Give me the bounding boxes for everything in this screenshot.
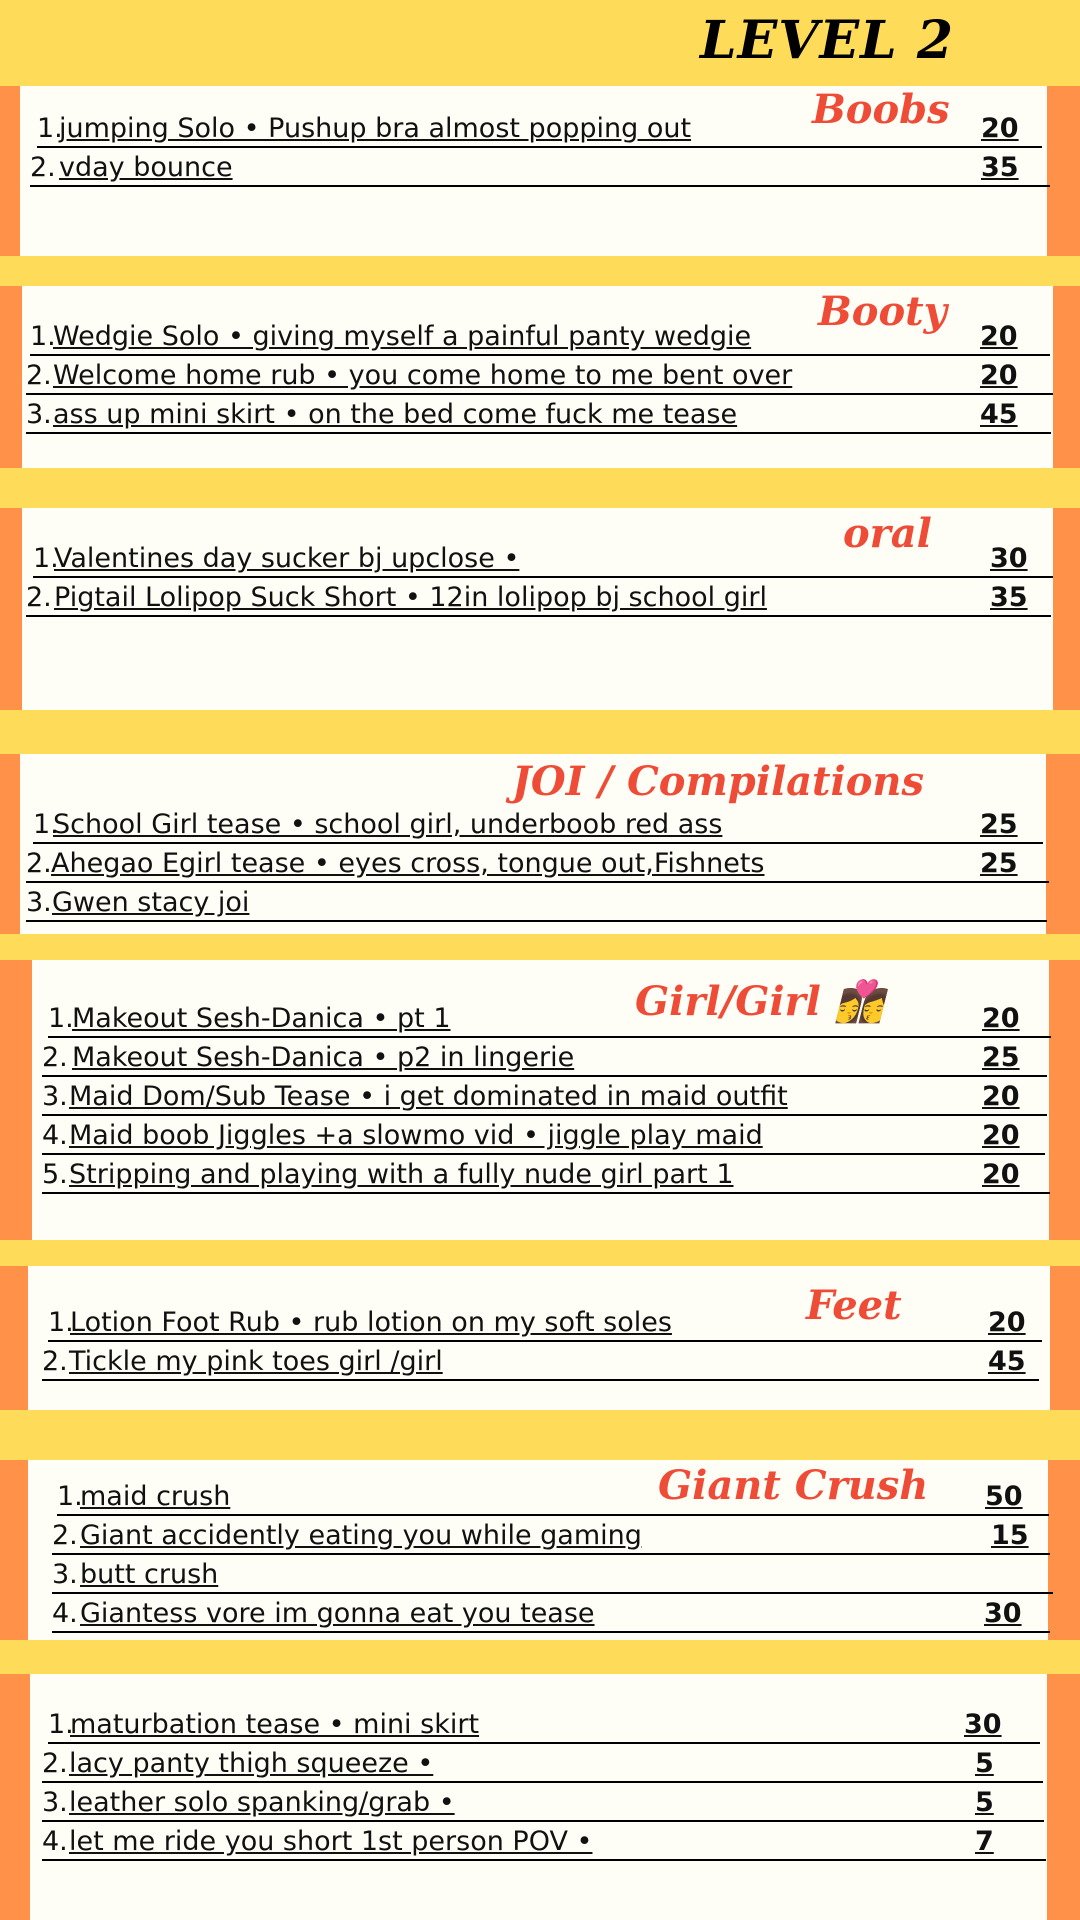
right-stripe [1047,1674,1080,1920]
item-number: 4. [42,1826,68,1857]
item-price: 50 [985,1481,1023,1512]
item-text: leather solo spanking/grab • [69,1787,455,1818]
item-price: 20 [981,113,1019,144]
item-number: 4. [52,1598,78,1629]
item-text: Stripping and playing with a fully nude girl part 1 [69,1159,734,1190]
list-item [33,808,1043,844]
item-text: Giant accidently eating you while gaming [80,1520,642,1551]
right-stripe [1046,754,1080,934]
item-number: 1. [57,1481,83,1512]
item-text: Welcome home rub • you come home to me bent over [53,360,793,391]
item-price: 5 [975,1748,994,1779]
left-stripe [0,1674,30,1920]
list-item [26,398,1051,434]
item-number: 2. [52,1520,78,1551]
item-price: 20 [982,1081,1020,1112]
item-number: 2. [26,582,52,613]
item-price: 45 [988,1346,1026,1377]
left-stripe [0,1266,28,1410]
right-stripe [1049,960,1080,1240]
item-number: 1. [48,1003,74,1034]
section-misc [0,1674,1080,1920]
item-price: 20 [982,1003,1020,1034]
item-number: 5. [42,1159,68,1190]
item-number: 2. [42,1346,68,1377]
item-text: Makeout Sesh-Danica • pt 1 [72,1003,451,1034]
list-item [42,1158,1050,1194]
left-stripe [0,286,22,468]
item-number: 1. [37,113,63,144]
list-item [52,1558,1053,1594]
item-price: 20 [982,1159,1020,1190]
item-text: lacy panty thigh squeeze • [69,1748,434,1779]
list-item [33,542,1053,578]
item-number: 1. [33,543,59,574]
item-price: 20 [988,1307,1026,1338]
list-item [52,1597,1050,1633]
item-text: Lotion Foot Rub • rub lotion on my soft soles [70,1307,672,1338]
list-item [48,1306,1042,1342]
item-price: 30 [990,543,1028,574]
item-price: 35 [990,582,1028,613]
item-price: 30 [964,1709,1002,1740]
item-text: Makeout Sesh-Danica • p2 in lingerie [72,1042,575,1073]
item-text: maid crush [80,1481,231,1512]
section-feet [0,1266,1080,1410]
item-number: 3. [26,887,52,918]
section-booty [0,286,1080,468]
item-text: School Girl tease • school girl, underboob red ass [53,809,723,840]
item-number: 4. [42,1120,68,1151]
item-price: 35 [981,152,1019,183]
item-text: ass up mini skirt • on the bed come fuck me tease [53,399,738,430]
item-price: 7 [975,1826,994,1857]
section-title: Giant Crush [658,1462,929,1509]
left-stripe [0,754,20,934]
list-item [52,1519,1050,1555]
item-number: 3. [42,1787,68,1818]
section-girl-girl [0,960,1080,1240]
item-text: Maid Dom/Sub Tease • i get dominated in maid outfit [69,1081,788,1112]
section-title: oral [843,510,932,557]
item-number: 1. [30,321,56,352]
page-title: LEVEL 2 [700,10,955,71]
left-stripe [0,86,20,256]
item-text: butt crush [80,1559,219,1590]
item-number: 2. [26,848,52,879]
list-item [57,1480,1049,1516]
item-number: 3. [42,1081,68,1112]
item-number: 3. [26,399,52,430]
item-price: 20 [982,1120,1020,1151]
section-title: Boobs [812,86,950,133]
list-item [26,847,1049,883]
item-number: 2. [42,1042,68,1073]
right-stripe [1053,286,1080,468]
section-joi-compilations [0,754,1080,934]
section-title: Booty [818,288,947,335]
list-item [42,1080,1047,1116]
item-text: Tickle my pink toes girl /girl [69,1346,443,1377]
item-text: jumping Solo • Pushup bra almost popping out [59,113,692,144]
item-number: 3. [52,1559,78,1590]
item-text: Giantess vore im gonna eat you tease [80,1598,595,1629]
item-price: 30 [984,1598,1022,1629]
item-number: 1. [48,1307,74,1338]
list-item [48,1002,1051,1038]
section-title: JOI / Compilations [512,758,925,805]
section-title: Girl/Girl 👩‍❤️‍💋‍👩 [635,978,885,1025]
item-price: 20 [980,360,1018,391]
item-price: 20 [980,321,1018,352]
item-text: let me ride you short 1st person POV • [69,1826,593,1857]
list-item [30,320,1050,356]
list-item [48,1708,1040,1744]
item-price: 25 [980,809,1018,840]
item-number: 2. [42,1748,68,1779]
list-item [26,886,1047,922]
section-boobs [0,86,1080,256]
item-text: vday bounce [59,152,233,183]
item-price: 45 [980,399,1018,430]
item-text: maturbation tease • mini skirt [70,1709,480,1740]
list-item [26,581,1051,617]
list-item [42,1345,1039,1381]
section-title: Feet [806,1282,902,1329]
right-stripe [1050,1266,1080,1410]
item-text: Ahegao Egirl tease • eyes cross, tongue out,Fishnets [51,848,765,879]
list-item [30,151,1050,187]
list-item [42,1747,1043,1783]
item-text: Valentines day sucker bj upclose • [54,543,520,574]
item-text: Maid boob Jiggles +a slowmo vid • jiggle play maid [69,1120,763,1151]
left-stripe [0,508,22,710]
right-stripe [1047,86,1080,256]
item-price: 25 [982,1042,1020,1073]
left-stripe [0,960,32,1240]
item-number: 2. [30,152,56,183]
section-giant-crush [0,1460,1080,1640]
right-stripe [1048,1460,1080,1640]
item-price: 15 [991,1520,1029,1551]
item-text: Gwen stacy joi [52,887,250,918]
list-item [42,1825,1046,1861]
list-item [37,112,1042,148]
list-item [42,1041,1047,1077]
item-price: 5 [975,1787,994,1818]
item-number: 1. [33,809,59,840]
section-oral [0,508,1080,710]
left-stripe [0,1460,28,1640]
list-item [42,1786,1044,1822]
item-number: 2. [26,360,52,391]
item-text: Wedgie Solo • giving myself a painful panty wedgie [53,321,752,352]
right-stripe [1053,508,1080,710]
item-number: 1. [48,1709,74,1740]
item-text: Pigtail Lolipop Suck Short • 12in lolipop bj school girl [54,582,767,613]
list-item [42,1119,1045,1155]
item-price: 25 [980,848,1018,879]
list-item [26,359,1053,395]
